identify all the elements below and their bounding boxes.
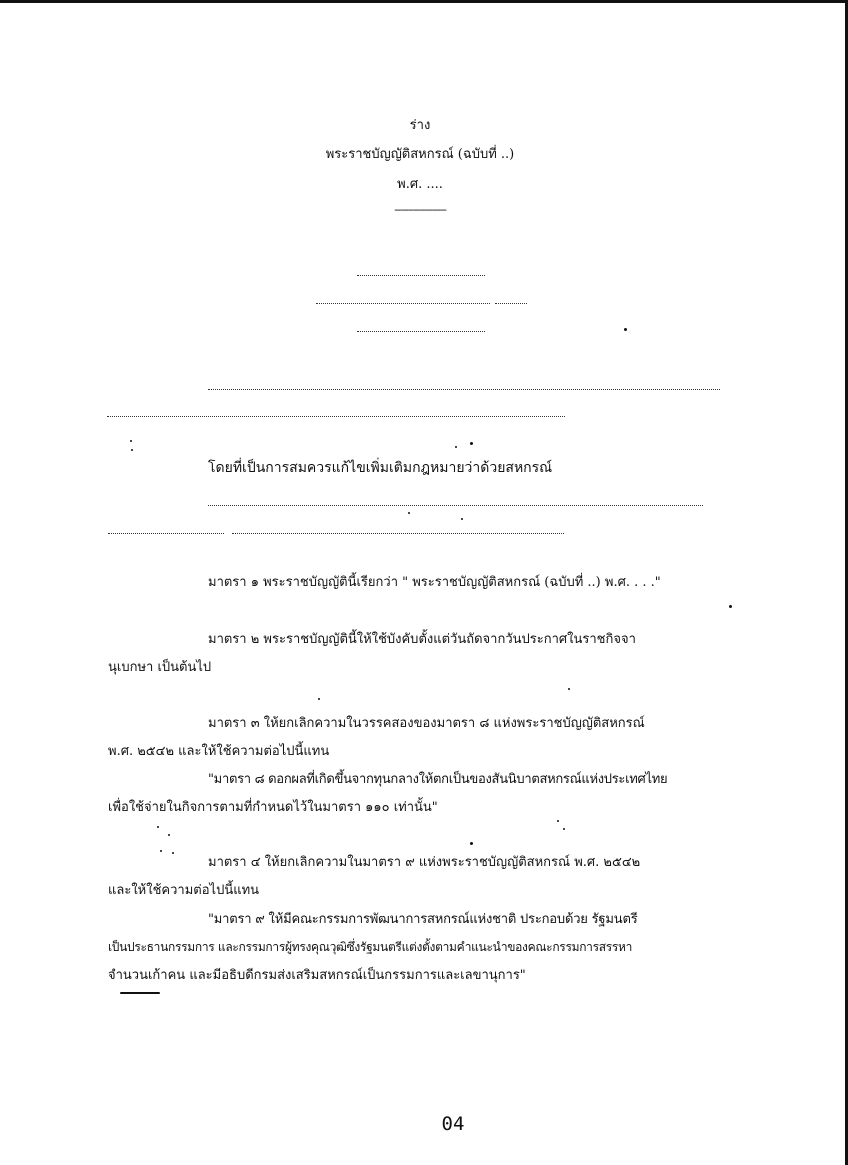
placeholder-line [495,303,527,304]
header-separator: ------------------- [394,203,446,216]
section-3-line-2: พ.ศ. ๒๕๔๒ และให้ใช้ความต่อไปนี้แทน [108,744,330,759]
scan-speck [160,850,162,852]
scan-speck [557,820,559,822]
section-2-line-1: มาตรา ๒ พระราชบัญญัตินี้ให้ใช้บังคับตั้งแต่วันถัดจากวันประกาศในราชกิจจา [208,632,636,647]
placeholder-line [357,331,485,332]
scan-speck [172,852,174,854]
placeholder-line [107,416,565,417]
scan-speck [168,834,170,836]
scan-speck [318,698,320,700]
placeholder-line [208,505,703,506]
section-1: มาตรา ๑ พระราชบัญญัตินี้เรียกว่า " พระราชบัญญัติสหกรณ์ (ฉบับที่ ..) พ.ศ. . . ." [208,575,661,590]
section-3-line-1: มาตรา ๓ ให้ยกเลิกความในวรรคสองของมาตรา ๘ แห่งพระราชบัญญัติสหกรณ์ [208,716,645,731]
preamble-text: โดยที่เป็นการสมควรแก้ไขเพิ่มเติมกฎหมายว่าด้วยสหกรณ์ [208,460,553,476]
scan-speck [568,688,570,690]
scan-border-top [0,0,848,3]
document-title: พระราชบัญญัติสหกรณ์ (ฉบับที่ ..) [325,147,515,162]
placeholder-line [232,533,564,534]
section-4-line-4: เป็นประธานกรรมการ และกรรมการผู้ทรงคุณวุฒิซึ่งรัฐมนตรีแต่งตั้งตามคำแนะนำของคณะกรรมการสรรหา [108,940,633,954]
year-line: พ.ศ. .... [397,177,443,192]
scan-speck [461,518,463,520]
scan-speck [729,605,732,608]
scan-speck [563,828,565,830]
section-4-line-3: "มาตรา ๙ ให้มีคณะกรรมการพัฒนาการสหกรณ์แห่งชาติ ประกอบด้วย รัฐมนตรี [208,912,638,927]
draft-label: ร่าง [409,118,431,133]
placeholder-line [357,275,485,276]
section-2-line-2: นุเบกษา เป็นต้นไป [108,660,212,675]
scan-speck [455,446,457,448]
scan-speck [131,449,133,451]
placeholder-line [108,533,224,534]
section-3-line-4: เพื่อใช้จ่ายในกิจการตามที่กำหนดไว้ในมาตรา ๑๑๐ เท่านั้น" [108,800,438,815]
section-4-line-5: จำนวนเก้าคน และมีอธิบดีกรมส่งเสริมสหกรณ์เป็นกรรมการและเลขานุการ" [108,968,526,983]
scan-speck [130,440,132,442]
section-4-line-1: มาตรา ๔ ให้ยกเลิกความในมาตรา ๙ แห่งพระราชบัญญัติสหกรณ์ พ.ศ. ๒๕๔๒ [208,855,641,870]
placeholder-line [316,303,490,304]
scan-speck [624,328,627,331]
scan-speck [157,826,159,828]
section-4-line-2: และให้ใช้ความต่อไปนี้แทน [108,883,260,898]
placeholder-line [208,389,720,390]
scan-speck [408,512,410,514]
scan-speck [470,842,473,845]
scan-speck [470,442,473,445]
page-number: 04 [441,1113,465,1135]
section-3-line-3: "มาตรา ๘ ดอกผลที่เกิดขึ้นจากทุนกลางให้ตกเป็นของสันนิบาตสหกรณ์แห่งประเทศไทย [208,772,668,787]
scan-smudge [120,992,160,994]
